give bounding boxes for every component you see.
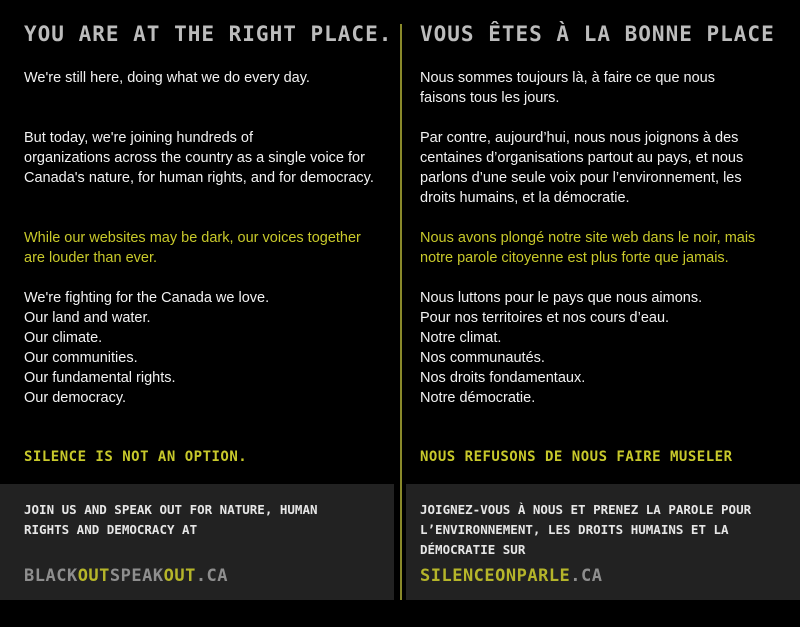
column-divider [400,24,402,600]
english-tagline: SILENCE IS NOT AN OPTION. [24,449,248,465]
english-fighting-list: We're fighting for the Canada we love. Our land and water. Our climate. Our communities. Our fundamental rights. Our democracy. [24,290,270,406]
french-joining-text: Par contre, aujourd’hui, nous nous joignons à des centaines d’organisations partout au pays, et nous parlons d’une seule voix pour l’environnement, les droits humains, et la démocratie. [420,130,744,206]
english-cta-box [0,484,394,600]
silenceonparle-link[interactable] [420,566,603,586]
link-part: SPEAK [109,566,164,586]
french-cta-box [406,484,800,600]
french-tagline: NOUS REFUSONS DE NOUS FAIRE MUSELER [420,449,733,465]
link-part: .CA [570,566,603,586]
link-part: BLACK [24,566,78,586]
english-intro: We're still here, doing what we do every day. [24,70,310,86]
blackoutspeakout-link[interactable] [24,566,228,586]
french-fighting-list: Nous luttons pour le pays que nous aimons. Pour nos territoires et nos cours d’eau. Notre climat. Nos communautés. Nos droits fondamentaux. Notre démocratie. [420,290,703,406]
french-highlight-text: Nous avons plongé notre site web dans le noir, mais notre parole citoyenne est plus forte que jamais. [420,230,756,266]
link-part: OUT [77,566,110,586]
link-part: SILENCEONPARLE [420,566,571,586]
french-intro: Nous sommes toujours là, à faire ce que nous faisons tous les jours. [420,70,715,106]
english-cta-text: JOIN US AND SPEAK OUT FOR NATURE, HUMAN RIGHTS AND DEMOCRACY AT [24,502,318,537]
english-highlight-text: While our websites may be dark, our voices together are louder than ever. [24,230,361,266]
link-part: OUT [163,566,196,586]
link-part: .CA [195,566,229,586]
french-cta-text: JOIGNEZ-VOUS À NOUS ET PRENEZ LA PAROLE POUR L’ENVIRONNEMENT, LES DROITS HUMAINS ET LA DÉMOCRATIE SUR [420,502,752,557]
french-heading: VOUS ÊTES À LA BONNE PLACE [420,22,775,46]
english-heading: YOU ARE AT THE RIGHT PLACE. [24,22,393,46]
english-joining-text: But today, we're joining hundreds of organizations across the country as a single voice for Canada's nature, for human rights, and for democracy. [24,130,374,186]
